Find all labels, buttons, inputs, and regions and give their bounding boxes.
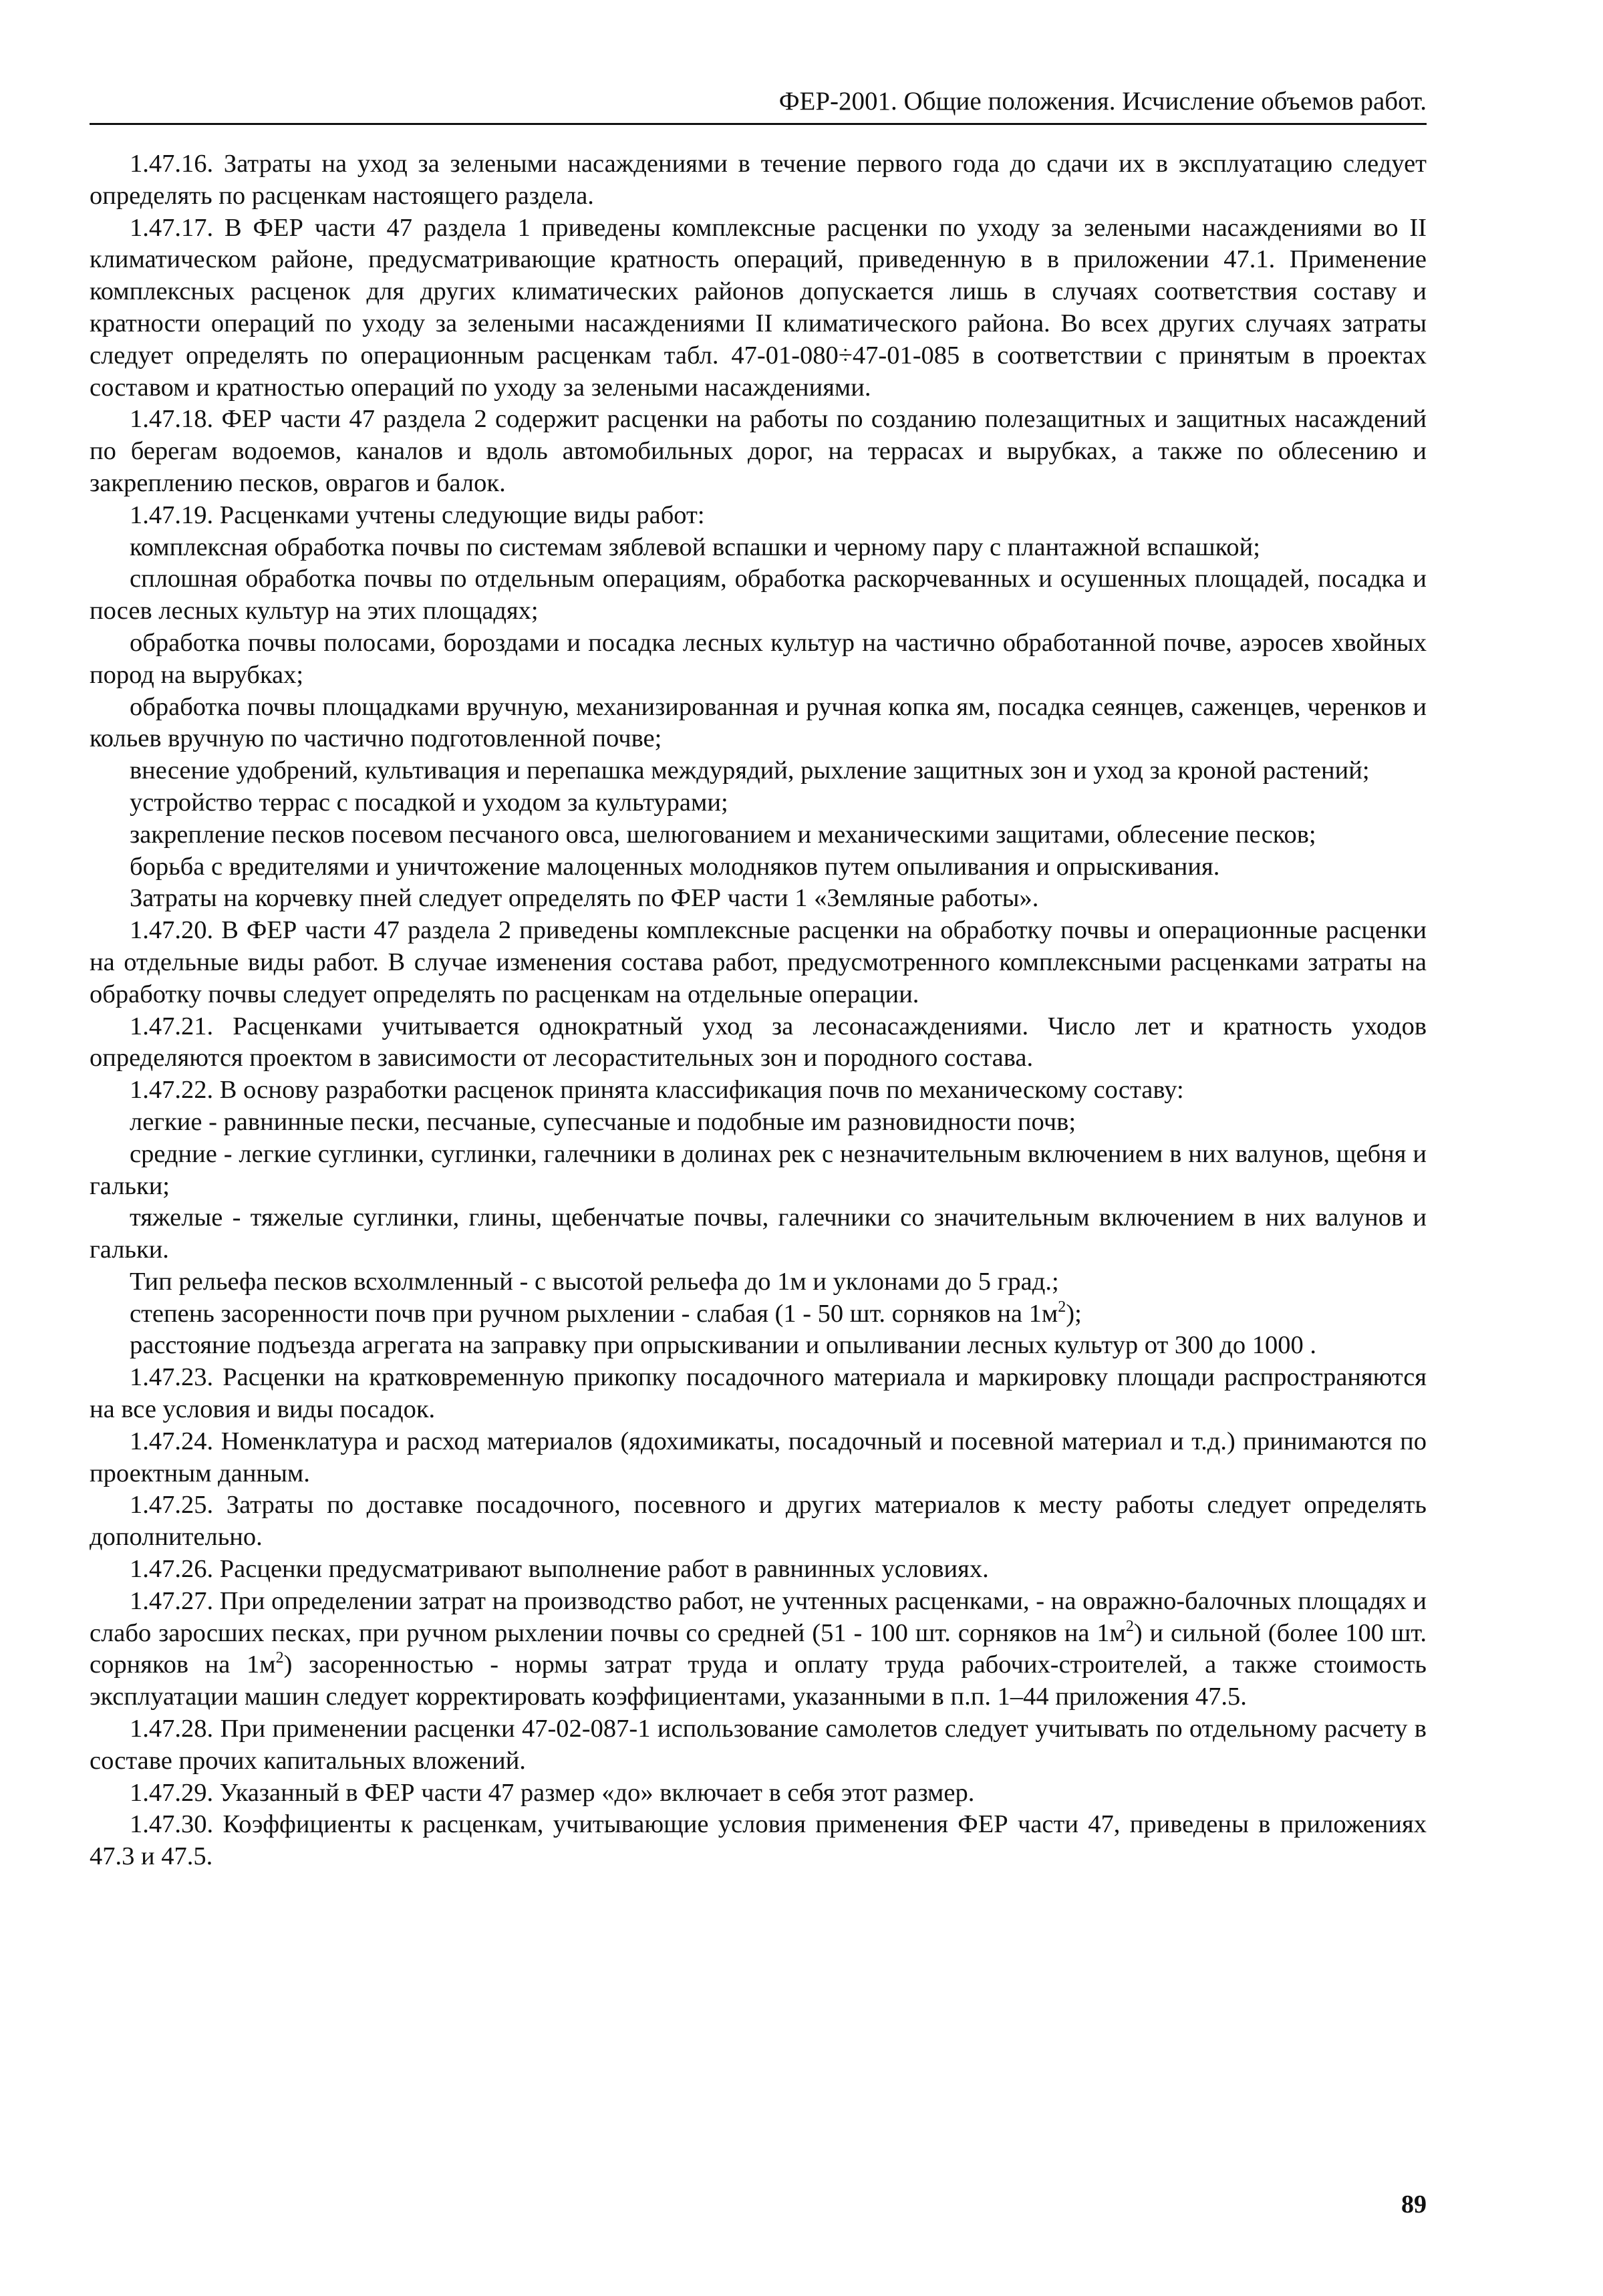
paragraph-relief-type: Тип рельефа песков всхолмленный - с высотой рельефа до 1м и уклонами до 5 град.;: [130, 1267, 1059, 1296]
text-run: ) и сильной (более 100 шт. сорняков на 1м: [90, 1618, 1427, 1679]
superscript: 2: [1125, 1617, 1134, 1635]
list-item: внесение удобрений, культивация и перепашка междурядий, рыхление защитных зон и уход за кроной растений;: [130, 756, 1370, 785]
paragraph-1-47-23: 1.47.23. Расценки на кратковременную прикопку посадочного материала и маркировку площади распространяются на все условия и виды посадок.: [90, 1363, 1427, 1424]
text-run: ) засоренностью - нормы затрат труда и оплату труда рабочих-строителей, а также стоимость эксплуатации машин следует корректировать коэффициентами, указанными в п.п. 1–44 приложения 47.5.: [90, 1651, 1427, 1711]
paragraph-1-47-21: 1.47.21. Расценками учитывается однократный уход за лесонасаждениями. Число лет и кратность уходов определяются проектом в зависимости от лесорастительных зон и породного состава.: [90, 1012, 1427, 1072]
list-item: тяжелые - тяжелые суглинки, глины, щебенчатые почвы, галечники со значительным включением в них валунов и гальки.: [90, 1203, 1427, 1264]
list-item: обработка почвы полосами, бороздами и посадка лесных культур на частично обработанной почве, аэросев хвойных пород на вырубках;: [90, 628, 1427, 689]
paragraph-1-47-29: 1.47.29. Указанный в ФЕР части 47 размер «до» включает в себя этот размер.: [130, 1778, 975, 1807]
superscript: 2: [275, 1649, 284, 1667]
list-item: закрепление песков посевом песчаного овса, шелюгованием и механическими защитами, облесение песков;: [130, 820, 1316, 849]
paragraph-1-47-17: 1.47.17. В ФЕР части 47 раздела 1 приведены комплексные расценки по уходу за зелеными насаждениями во II климатическом районе, предусматривающие кратность операций, приведенную в в приложении 47.1. Применение комплексных расценок для других климатических районов допускается лишь в случаях соответствия составу и кратности операций по уходу за зелеными насаждениями II климатического района. Во всех других случаях затраты следует определять по операционным расценкам табл. 47-01-080÷47-01-085 в соответствии с принятым в проектах составом и кратностью операций по уходу за зелеными насаждениями.: [90, 213, 1427, 402]
paragraph-1-47-26: 1.47.26. Расценки предусматривают выполнение работ в равнинных условиях.: [130, 1555, 989, 1584]
paragraph-1-47-22: 1.47.22. В основу разработки расценок принята классификация почв по механическому составу:: [130, 1076, 1184, 1105]
paragraph-1-47-19: 1.47.19. Расценками учтены следующие виды работ:: [130, 500, 705, 529]
paragraph-1-47-16: 1.47.16. Затраты на уход за зелеными насаждениями в течение первого года до сдачи их в эксплуатацию следует определять по расценкам настоящего раздела.: [90, 150, 1427, 210]
paragraph-1-47-18: 1.47.18. ФЕР части 47 раздела 2 содержит расценки на работы по созданию полезащитных и защитных насаждений по берегам водоемов, каналов и вдоль автомобильных дорог, на террасах и вырубках, а также по облесению и закреплению песков, оврагов и балок.: [90, 405, 1427, 497]
paragraph-refuel-distance: расстояние подъезда агрегата на заправку при опрыскивании и опыливании лесных культур от 300 до 1000 .: [130, 1331, 1317, 1360]
running-header: ФЕР-2001. Общие положения. Исчисление объемов работ.: [778, 87, 1427, 116]
list-item: средние - легкие суглинки, суглинки, галечники в долинах рек с незначительным включением в них валунов, щебня и гальки;: [90, 1139, 1427, 1200]
header-rule: [90, 123, 1427, 125]
paragraph-1-47-28: 1.47.28. При применении расценки 47-02-087-1 использование самолетов следует учитывать по отдельному расчету в составе прочих капитальных вложений.: [90, 1715, 1427, 1775]
paragraph-1-47-25: 1.47.25. Затраты по доставке посадочного, посевного и других материалов к месту работы следует определять дополнительно.: [90, 1491, 1427, 1552]
paragraph-1-47-20: 1.47.20. В ФЕР части 47 раздела 2 приведены комплексные расценки на обработку почвы и операционные расценки на отдельные виды работ. В случае изменения состава работ, предусмотренного комплексными расценками затраты на обработку почвы следует определять по расценкам на отдельные операции.: [90, 916, 1427, 1008]
text-run: 1.47.27. При определении затрат на производство работ, не учтенных расценками, - на овражно-балочных площадях и слабо заросших песках, при ручном рыхлении почвы со средней (51 - 100 шт. сорняков на 1м: [90, 1586, 1427, 1647]
paragraph-stump-removal: Затраты на корчевку пней следует определять по ФЕР части 1 «Земляные работы».: [130, 884, 1039, 913]
list-item: сплошная обработка почвы по отдельным операциям, обработка раскорчеванных и осушенных площадей, посадка и посев лесных культур на этих площадях;: [90, 565, 1427, 625]
paragraph-weed-level: [90, 1298, 1427, 1330]
paragraph-1-47-24: 1.47.24. Номенклатура и расход материалов (ядохимикаты, посадочный и посевной материал и т.д.) принимаются по проектным данным.: [90, 1427, 1427, 1487]
paragraph-1-47-30: 1.47.30. Коэффициенты к расценкам, учитывающие условия применения ФЕР части 47, приведены в приложениях 47.3 и 47.5.: [90, 1810, 1427, 1871]
document-body: [90, 148, 1427, 1873]
page-number: 89: [1401, 2190, 1427, 2218]
text-run: степень засоренности почв при ручном рыхлении - слабая (1 - 50 шт. сорняков на 1м: [130, 1299, 1058, 1328]
list-item: комплексная обработка почвы по системам зяблевой вспашки и черному пару с плантажной вспашкой;: [130, 533, 1260, 561]
list-item: обработка почвы площадками вручную, механизированная и ручная копка ям, посадка сеянцев, саженцев, черенков и кольев вручную по частично подготовленной почве;: [90, 692, 1427, 753]
paragraph-1-47-27: [90, 1586, 1427, 1713]
text-run: );: [1066, 1299, 1082, 1328]
list-item: легкие - равнинные пески, песчаные, супесчаные и подобные им разновидности почв;: [130, 1107, 1076, 1136]
list-item: борьба с вредителями и уничтожение малоценных молодняков путем опыливания и опрыскивания.: [130, 852, 1220, 881]
document-page: [90, 0, 1427, 2296]
superscript: 2: [1058, 1298, 1066, 1316]
list-item: устройство террас с посадкой и уходом за культурами;: [130, 788, 728, 817]
